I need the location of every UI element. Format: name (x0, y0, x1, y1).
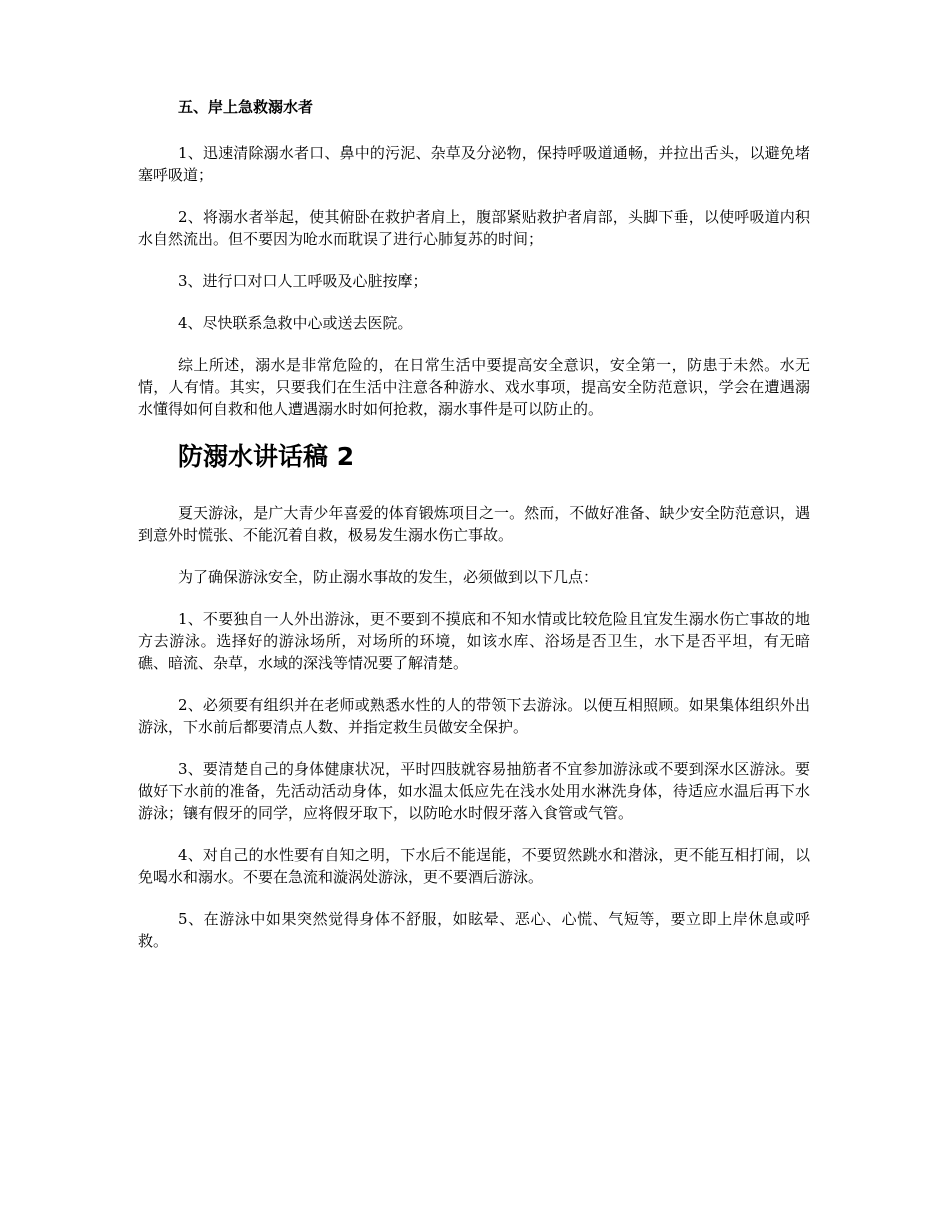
paragraph-point-4: 4、对自己的水性要有自知之明，下水后不能逞能，不要贸然跳水和潜泳，更不能互相打闹，以免喝水和溺水。不要在急流和漩涡处游泳，更不要酒后游泳。 (138, 846, 810, 886)
paragraph-points-lead: 为了确保游泳安全，防止溺水事故的发生，必须做到以下几点： (178, 568, 599, 586)
paragraph-point-3: 3、要清楚自己的身体健康状况，平时四肢就容易抽筋者不宜参加游泳或不要到深水区游泳。要做好下水前的准备，先活动活动身体，如水温太低应先在浅水处用水淋洗身体，待适应水温后再下水游泳；镶有假牙的同学，应将假牙取下，以防呛水时假牙落入食管或气管。 (138, 760, 810, 822)
document-page (138, 96, 810, 972)
paragraph-rescue-3: 3、进行口对口人工呼吸及心脏按摩； (178, 272, 428, 290)
section-heading-rescue: 五、岸上急救溺水者 (178, 98, 314, 116)
paragraph-point-1: 1、不要独自一人外出游泳，更不要到不摸底和不知水情或比较危险且宜发生溺水伤亡事故的地方去游泳。选择好的游泳场所，对场所的环境，如该水库、浴场是否卫生，水下是否平坦，有无暗礁、暗流、杂草，水域的深浅等情况要了解清楚。 (138, 610, 810, 672)
document-title: 防溺水讲话稿 2 (178, 442, 355, 471)
paragraph-point-5: 5、在游泳中如果突然觉得身体不舒服，如眩晕、恶心、心慌、气短等，要立即上岸休息或呼救。 (138, 910, 810, 950)
paragraph-rescue-4: 4、尽快联系急救中心或送去医院。 (178, 314, 413, 332)
paragraph-rescue-1: 1、迅速清除溺水者口、鼻中的污泥、杂草及分泌物，保持呼吸道通畅，并拉出舌头，以避免堵塞呼吸道； (138, 144, 810, 184)
paragraph-intro: 夏天游泳，是广大青少年喜爱的体育锻炼项目之一。然而，不做好准备、缺少安全防范意识，遇到意外时慌张、不能沉着自救，极易发生溺水伤亡事故。 (138, 504, 810, 544)
paragraph-point-2: 2、必须要有组织并在老师或熟悉水性的人的带领下去游泳。以便互相照顾。如果集体组织外出游泳，下水前后都要清点人数、并指定救生员做安全保护。 (138, 696, 810, 736)
paragraph-summary: 综上所述，溺水是非常危险的，在日常生活中要提高安全意识，安全第一，防患于未然。水无情，人有情。其实，只要我们在生活中注意各种游水、戏水事项，提高安全防范意识，学会在遭遇溺水懂得如何自救和他人遭遇溺水时如何抢救，溺水事件是可以防止的。 (138, 356, 810, 418)
paragraph-rescue-2: 2、将溺水者举起，使其俯卧在救护者肩上，腹部紧贴救护者肩部，头脚下垂，以使呼吸道内积水自然流出。但不要因为呛水而耽误了进行心肺复苏的时间； (138, 208, 810, 248)
